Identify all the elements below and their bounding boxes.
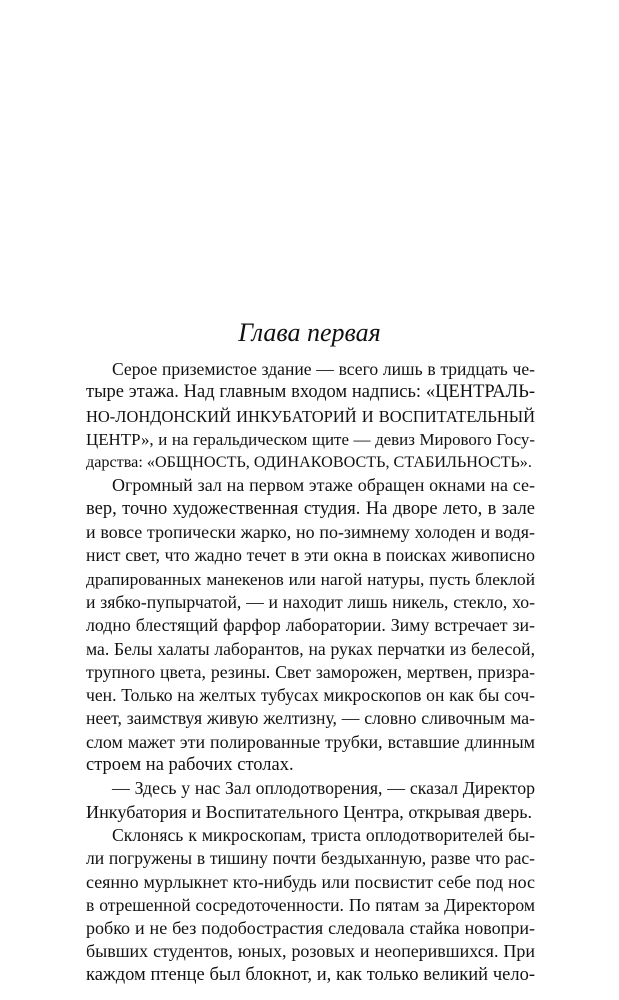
- text-line: вер, точно художественная студия. На дворе лето, в зале: [86, 498, 535, 519]
- text-line: и вовсе тропически жарко, но по-зимнему холоден и водя-: [86, 522, 535, 543]
- text-line: каждом птенце был блокнот, и, как только великий чело-: [86, 964, 535, 985]
- text-line: НО-ЛОНДОНСКИЙ ИНКУБАТОРИЙ И ВОСПИТАТЕЛЬНЫЙ: [86, 406, 535, 426]
- text-line: в отрешенной сосредоточенности. По пятам за Директором: [86, 894, 535, 915]
- text-line: бывших студентов, юных, розовых и неоперившихся. При: [86, 941, 535, 962]
- text-line: — Здесь у нас Зал оплодотворения, — сказал Директор: [112, 778, 535, 799]
- text-line: Огромный зал на первом этаже обращен окнами на се-: [112, 475, 535, 496]
- text-line: Серое приземистое здание — всего лишь в тридцать че-: [112, 359, 535, 379]
- text-line: чен. Только на желтых тубусах микроскопов он как бы соч-: [86, 685, 535, 706]
- text-line: сеянно мурлыкнет кто-нибудь или посвистит себе под нос: [86, 871, 535, 892]
- text-line: Склонясь к микроскопам, триста оплодотворителей бы-: [112, 824, 535, 845]
- chapter-title: Глава первая: [238, 318, 381, 347]
- text-line: слом мажет эти полированные трубки, вставшие длинным: [86, 731, 535, 752]
- text-line: нист свет, что жадно течет в эти окна в поисках живописно: [86, 545, 535, 566]
- text-line: лодно блестящий фарфор лаборатории. Зиму встречает зи-: [86, 615, 535, 636]
- text-line: ЦЕНТР», и на геральдическом щите — девиз Мирового Госу-: [86, 429, 535, 449]
- text-line: тыре этажа. Над главным входом надпись: «ЦЕНТРАЛЬ-: [86, 382, 535, 403]
- text-line: Инкубатория и Воспитательного Центра, открывая дверь.: [86, 801, 533, 822]
- text-line: робко и не без подобострастия следовала стайка новопри-: [86, 918, 535, 939]
- text-line: строем на рабочих столах.: [86, 755, 294, 776]
- text-line: дарства: «ОБЩНОСТЬ, ОДИНАКОВОСТЬ, СТАБИЛЬНОСТЬ».: [86, 454, 532, 472]
- body-text: [86, 358, 535, 987]
- text-line: ли погружены в тишину почти бездыханную, разве что рас-: [86, 848, 535, 869]
- text-line: и зябко-пупырчатой, — и находит лишь никель, стекло, хо-: [86, 591, 535, 612]
- text-line: драпированных манекенов или нагой натуры, пусть блеклой: [86, 569, 535, 589]
- text-line: неет, заимствуя живую желтизну, — словно сливочным ма-: [86, 708, 535, 729]
- text-line: трупного цвета, резины. Свет заморожен, мертвен, призра-: [86, 661, 535, 682]
- text-line: ма. Белы халаты лаборантов, на руках перчатки из белесой,: [86, 638, 535, 659]
